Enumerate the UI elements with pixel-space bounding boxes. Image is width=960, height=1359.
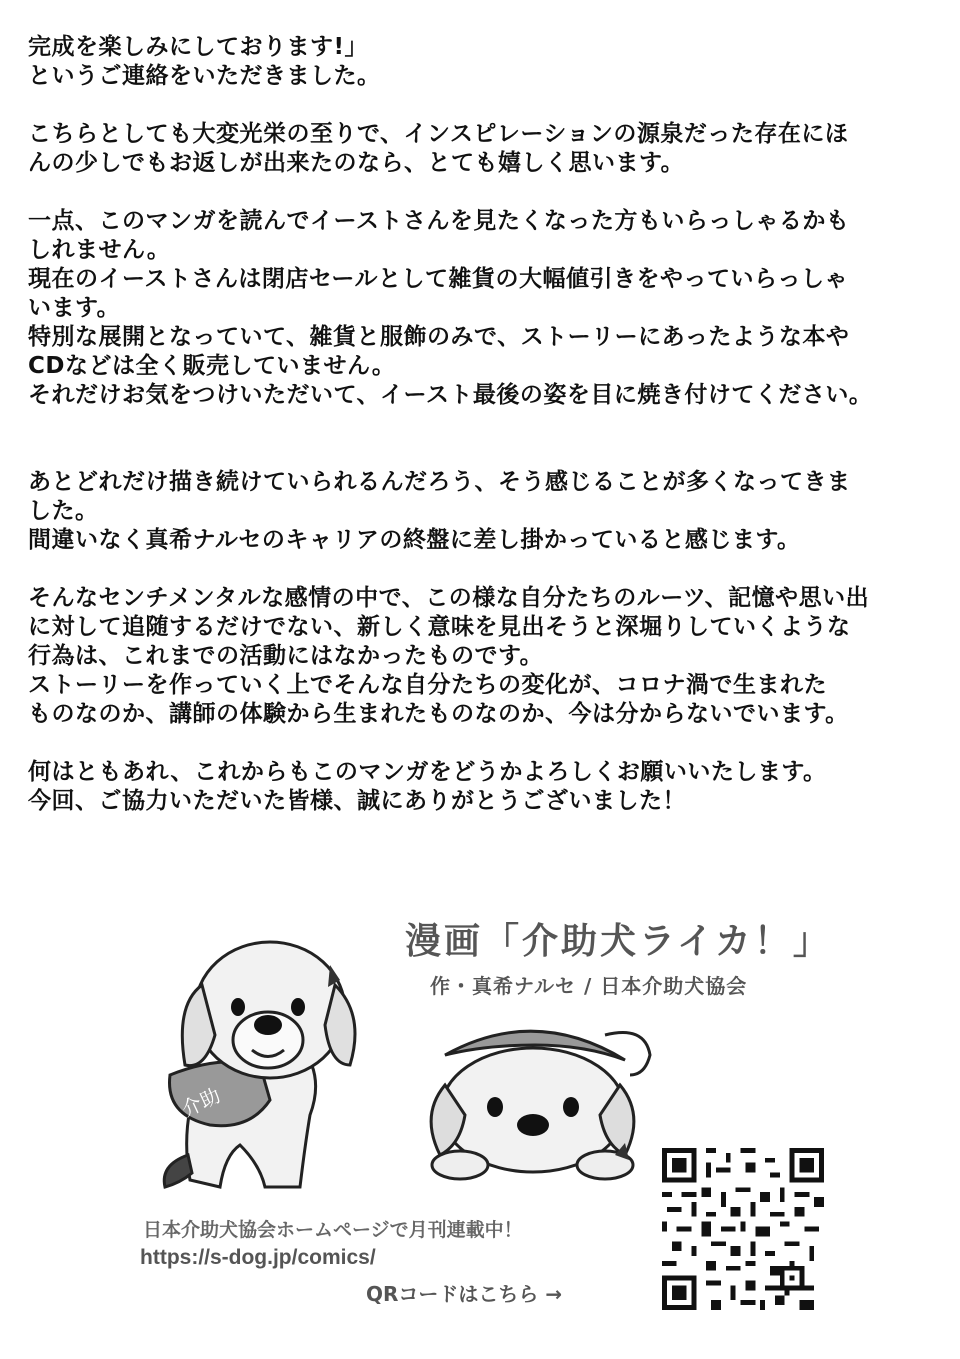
qr-label: QRコードはこちら → <box>366 1282 563 1306</box>
article-body <box>28 33 943 845</box>
promo-url-link[interactable]: https://s-dog.jp/comics/ <box>140 1246 376 1269</box>
serial-note: 日本介助犬協会ホームページで月刊連載中！ <box>143 1219 523 1241</box>
promo-title: 漫画「介助犬ライカ！」 <box>405 921 832 962</box>
paragraph-6: 何はともあれ、これからもこのマンガをどうかよろしくお願いいたします。 今回、ご協力いただいた皆様、誠にありがとうございました！ <box>28 759 827 814</box>
paragraph-2: こちらとしても大変光栄の至りで、インスピレーションの源泉だった存在にほ んの少しでもお返しが出来たのなら、とても嬉しく思います。 <box>28 121 849 176</box>
paragraph-1: 完成を楽しみにしております!」 というご連絡をいただきました。 <box>28 34 381 89</box>
manga-promo <box>0 880 960 1359</box>
lying-dog-illustration <box>415 1015 665 1185</box>
vest-label: 介助 <box>177 1083 225 1122</box>
qr-code-icon[interactable] <box>662 1148 824 1310</box>
paragraph-5: そんなセンチメンタルな感情の中で、この様な自分たちのルーツ、記憶や思い出 に対して追随するだけでない、新しく意味を見出そうと深堀りしていくような 行為は、これまでの活動にはなかったものです。 ストーリーを作っていく上でそんな自分たちの変化が、コロナ渦で生まれた ものなのか、講師の体験から生まれたものなのか、今は分からないでいます。 <box>28 585 870 727</box>
promo-credit: 作・真希ナルセ / 日本介助犬協会 <box>430 974 748 998</box>
sitting-dog-illustration <box>140 925 370 1205</box>
paragraph-3: 一点、このマンガを読んでイーストさんを見たくなった方もいらっしゃるかも しれません。 現在のイーストさんは閉店セールとして雑貨の大幅値引きをやっていらっしゃ います。 特別な展開となっていて、雑貨と服飾のみで、ストーリーにあったような本や CDなどは全く販売していません。 それだけお気をつけいただいて、イースト最後の姿を目に焼き付けてください。 <box>28 208 873 408</box>
paragraph-4: あとどれだけ描き続けていられるんだろう、そう感じることが多くなってきま した。 間違いなく真希ナルセのキャリアの終盤に差し掛かっていると感じます。 <box>28 469 851 553</box>
